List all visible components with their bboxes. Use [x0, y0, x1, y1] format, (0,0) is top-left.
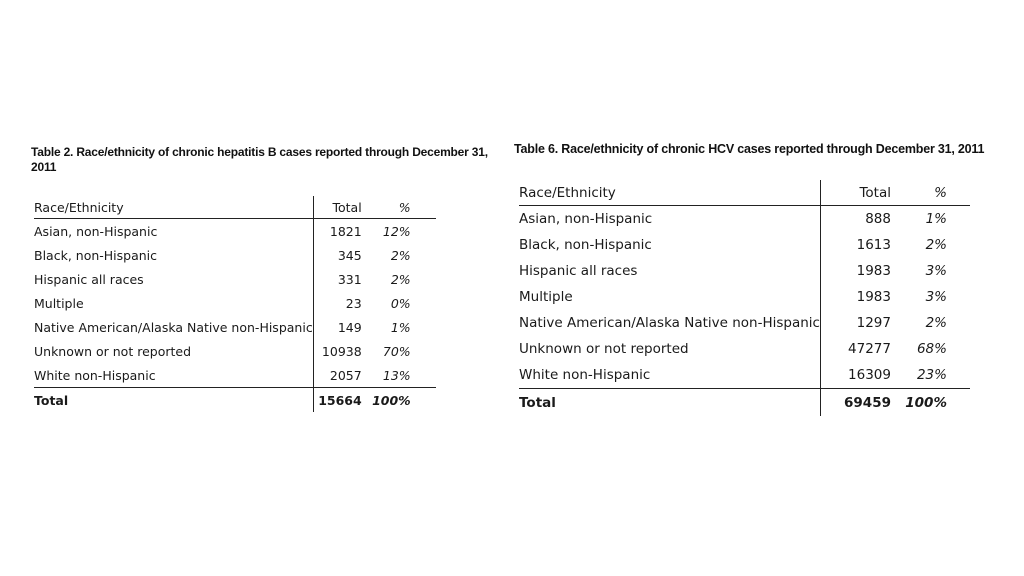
table6-caption: Table 6. Race/ethnicity of chronic HCV cases reported through December 31, 2011 [514, 142, 985, 156]
table2-cell-total: 10938 [321, 343, 362, 359]
table2-header-percent: % [362, 196, 436, 219]
table6-cell-total: 47277 [848, 341, 891, 357]
table6-cell-total: 1297 [856, 315, 891, 331]
table6-cell-label: White non-Hispanic [519, 362, 820, 389]
table-row [34, 291, 436, 315]
table6-header-race: Race/Ethnicity [519, 180, 820, 206]
table2-total-percent: 100% [362, 388, 436, 413]
table-row [34, 267, 436, 291]
table2-total-value: 15664 [313, 388, 362, 413]
table2-cell-total: 1821 [329, 223, 362, 239]
table6-cell-label: Multiple [519, 284, 820, 310]
table6-cell-label: Black, non-Hispanic [519, 232, 820, 258]
table-row [34, 339, 436, 363]
table6-cell-percent: 23% [916, 367, 947, 383]
table-row [34, 315, 436, 339]
table-row [519, 258, 970, 284]
table2-header-row [34, 196, 436, 219]
table2-total-label: Total [34, 388, 313, 413]
table6-header-row [519, 180, 970, 206]
table6-cell-percent: 3% [925, 263, 947, 279]
table2-cell-label: Asian, non-Hispanic [34, 219, 313, 244]
table6-cell-total: 1983 [856, 263, 891, 279]
table2-cell-total: 2057 [329, 367, 362, 383]
table6-cell-label: Unknown or not reported [519, 336, 820, 362]
table2-header-total: Total [313, 196, 362, 219]
table6-cell-total: 1613 [856, 237, 891, 253]
table2-cell-percent: 2% [390, 271, 411, 287]
table2-cell-total: 345 [337, 247, 362, 263]
table-row [34, 363, 436, 388]
table-row [519, 310, 970, 336]
table2-total-row [34, 388, 436, 413]
table6-cell-label: Hispanic all races [519, 258, 820, 284]
table-row [34, 219, 436, 244]
table2-cell-percent: 12% [382, 223, 411, 239]
table6-total-percent: 100% [891, 389, 970, 417]
table-row [519, 284, 970, 310]
table6-cell-percent: 68% [916, 341, 947, 357]
table-row [519, 206, 970, 233]
table2-cell-label: Native American/Alaska Native non-Hispanic [34, 315, 313, 339]
table6-cell-total: 1983 [856, 289, 891, 305]
table6-total-label: Total [519, 389, 820, 417]
table6-total-row [519, 389, 970, 417]
table2-cell-percent: 0% [390, 295, 411, 311]
table2-cell-total: 23 [345, 295, 362, 311]
table6-total-value: 69459 [820, 389, 891, 417]
table6-cell-percent: 3% [925, 289, 947, 305]
table-row [519, 232, 970, 258]
table2-cell-label: Unknown or not reported [34, 339, 313, 363]
table6-cell-label: Asian, non-Hispanic [519, 206, 820, 233]
table2-cell-percent: 2% [390, 247, 411, 263]
table6-header-total: Total [820, 180, 891, 206]
table-row [519, 336, 970, 362]
table6-hcv [519, 180, 970, 416]
table6-cell-percent: 2% [925, 315, 947, 331]
table6-cell-percent: 2% [925, 237, 947, 253]
table2-cell-percent: 13% [382, 367, 411, 383]
table2-cell-label: Black, non-Hispanic [34, 243, 313, 267]
table6-cell-total: 888 [865, 211, 891, 227]
table2-cell-percent: 1% [390, 319, 411, 335]
table6-cell-label: Native American/Alaska Native non-Hispanic [519, 310, 820, 336]
table2-cell-label: White non-Hispanic [34, 363, 313, 388]
table2-cell-total: 149 [337, 319, 362, 335]
table2-header-race: Race/Ethnicity [34, 196, 313, 219]
table6-cell-total: 16309 [848, 367, 891, 383]
table6-cell-percent: 1% [925, 211, 947, 227]
table2-cell-label: Multiple [34, 291, 313, 315]
table-row [519, 362, 970, 389]
table2-cell-percent: 70% [382, 343, 411, 359]
table2-hepatitis-b [34, 196, 436, 412]
table2-caption: Table 2. Race/ethnicity of chronic hepatitis B cases reported through December 31, 2011 [31, 145, 488, 174]
table2-cell-label: Hispanic all races [34, 267, 313, 291]
table2-cell-total: 331 [337, 271, 362, 287]
table-row [34, 243, 436, 267]
table6-header-percent: % [891, 180, 970, 206]
